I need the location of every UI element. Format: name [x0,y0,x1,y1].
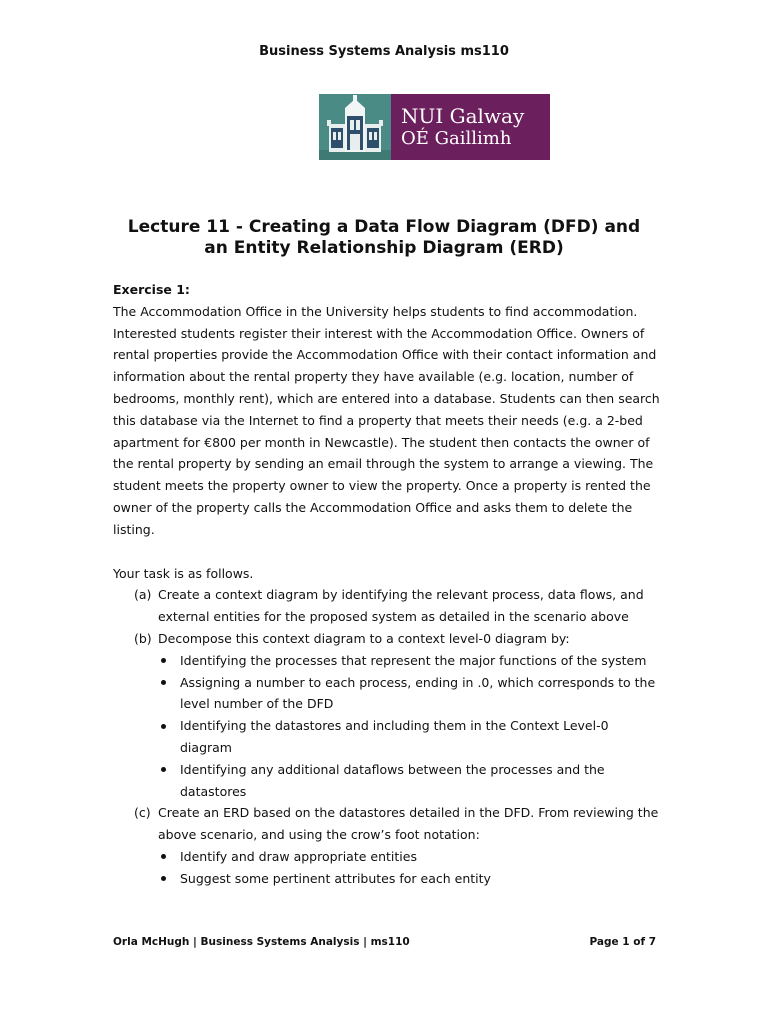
task-item-label: (a) [134,587,152,603]
bullet-item: Identify and draw appropriate entities [158,846,661,868]
task-intro: Your task is as follows. [113,565,254,581]
task-item-label: (c) [134,805,151,821]
logo-line-1: NUI Galway [401,104,525,128]
document-body [113,279,661,890]
lecture-title [100,217,668,259]
bullet-item: Identifying any additional dataflows between the processes and the datastores [158,759,661,803]
task-item [113,628,661,802]
lecture-title-line-2: an Entity Relationship Diagram (ERD) [204,238,564,258]
footer-author: Orla McHugh | Business Systems Analysis | ms110 [113,936,410,948]
logo-text [391,94,550,160]
task-item-text: Create a context diagram by identifying the relevant process, data flows, and external entities for the proposed system as detailed in the scenario above [158,587,644,625]
page-footer [113,936,656,948]
bullet-item: Assigning a number to each process, ending in .0, which corresponds to the level number of the DFD [158,672,661,716]
task-item-label: (b) [134,630,152,646]
castle-emblem-icon [319,94,391,160]
task-item [113,584,661,628]
bullet-list [158,846,661,890]
task-list [113,584,661,889]
exercise-heading: Exercise 1: [113,282,190,297]
task-item [113,802,661,889]
bullet-item: Identifying the processes that represent the major functions of the system [158,650,661,672]
bullet-item: Identifying the datastores and including them in the Context Level-0 diagram [158,715,661,759]
scenario-paragraph: The Accommodation Office in the University helps students to find accommodation. Interested students register their interest with the Accommodation Office. Owners of rental properties provide the Accommodation Office with their contact information and information about the rental property they have available (e.g. location, number of bedrooms, monthly rent), which are entered into a database. Students can then search this database via the Internet to find a property that meets their needs (e.g. a 2-bed apartment for €800 per month in Newcastle). The student then contacts the owner of the rental property by sending an email through the system to arrange a viewing. The student meets the property owner to view the property. Once a property is rented the owner of the property calls the Accommodation Office and asks them to delete the listing. [113,303,660,537]
bullet-list [158,650,661,803]
task-item-text: Decompose this context diagram to a context level-0 diagram by: [158,630,570,646]
lecture-title-line-1: Lecture 11 - Creating a Data Flow Diagram (DFD) and [127,217,641,237]
bullet-item: Suggest some pertinent attributes for each entity [158,868,661,890]
footer-page-number: Page 1 of 7 [589,936,656,948]
nui-galway-logo [319,94,550,160]
logo-line-2: OÉ Gaillimh [401,128,512,149]
task-item-text: Create an ERD based on the datastores detailed in the DFD. From reviewing the above scenario, and using the crow’s foot notation: [158,805,659,843]
page-header-title: Business Systems Analysis ms110 [259,44,509,59]
